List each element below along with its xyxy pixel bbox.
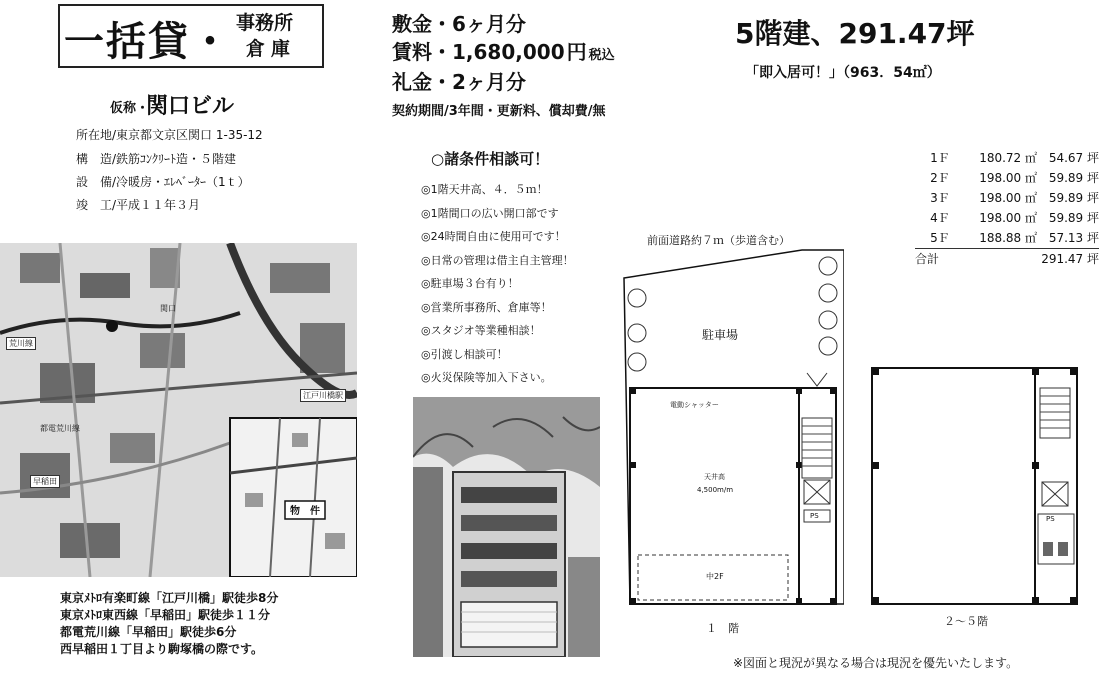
- floor-plan-1f: [622, 248, 844, 608]
- tsubo-cell: 59.89 坪: [1048, 211, 1099, 225]
- table-row: [915, 228, 1099, 248]
- headline-floors-area: 5階建、291.47坪: [735, 17, 975, 50]
- sqm-cell: 198.00 ㎡: [979, 211, 1037, 225]
- floor-cell: 1Ｆ: [930, 151, 950, 165]
- title-sub-office: 事務所: [236, 12, 294, 34]
- condition-item: ◎営業所事務所、倉庫等！: [421, 300, 552, 314]
- sqm-cell: 198.00 ㎡: [979, 191, 1037, 205]
- building-equipment: 設 備/冷暖房・ｴﾚﾍﾞｰﾀｰ（1ｔ）: [76, 175, 250, 189]
- building-name: 関口ビル: [146, 94, 235, 119]
- building-name-label: 仮称・: [110, 101, 150, 116]
- mezzanine-label: 中2F: [706, 572, 724, 581]
- sqm-cell: 188.88 ㎡: [979, 231, 1037, 245]
- access-line: 都電荒川線「早稲田」駅徒歩6分: [60, 625, 237, 639]
- table-total-row: [915, 248, 1099, 269]
- shutter-label: 電動シャッター: [670, 401, 719, 409]
- building-photo: [413, 397, 600, 657]
- condition-item: ◎駐車場３台有り！: [421, 277, 519, 290]
- ceiling-value: 4,500m/m: [697, 486, 734, 494]
- access-line: 東京ﾒﾄﾛ有楽町線「江戸川橋」駅徒歩8分: [60, 591, 279, 605]
- tsubo-cell: 54.67 坪: [1048, 151, 1099, 165]
- contract-terms: 契約期間/3年間・更新料、償却費/無: [392, 104, 606, 119]
- headline-availability: 「即入居可！」（963．54㎡）: [745, 65, 941, 81]
- tsubo-cell: 59.89 坪: [1048, 171, 1099, 185]
- floor-cell: 2Ｆ: [930, 171, 950, 185]
- floor-plan-2-5f: [868, 362, 1080, 607]
- map-graphic: [0, 243, 357, 577]
- conditions-title: ○諸条件相談可！: [431, 150, 550, 168]
- conditions-list: [421, 148, 574, 390]
- tsubo-cell: 57.13 坪: [1048, 231, 1099, 245]
- access-line: 西早稲田１丁目より駒塚橋の際です。: [60, 642, 264, 656]
- condition-item: ◎引渡し相談可！: [421, 347, 508, 361]
- key-money: 礼金・2ヶ月分: [392, 70, 526, 94]
- condition-item: ◎火災保険等加入下さい。: [421, 371, 552, 384]
- floor-plan-2-5f-graphic: [868, 362, 1080, 607]
- map-label-sekiguchi: 関口: [160, 304, 176, 313]
- map-label-bukken: 物 件: [290, 506, 320, 517]
- title-sub-warehouse: 倉庫: [246, 38, 297, 60]
- table-row: [915, 148, 1099, 168]
- condition-item: ◎24時間自由に使用可です！: [421, 230, 566, 243]
- floor-cell: 5Ｆ: [930, 231, 950, 245]
- building-address: 所在地/東京都文京区関口 1-35-12: [76, 128, 263, 142]
- floor-plan-1f-graphic: [622, 248, 844, 608]
- table-row: [915, 188, 1099, 208]
- floor-cell: 4Ｆ: [930, 211, 950, 225]
- table-row: [915, 168, 1099, 188]
- access-info: [60, 590, 278, 658]
- ps-label: PS: [810, 512, 819, 520]
- rent-tax: 税込: [588, 48, 615, 63]
- floor-area-table: [915, 148, 1099, 269]
- deposit: 敷金・6ヶ月分: [392, 12, 526, 36]
- parking-label: 駐車場: [702, 328, 739, 342]
- ps-label-upper: PS: [1046, 515, 1055, 523]
- lease-terms: [392, 8, 615, 119]
- building-structure: 構 造/鉄筋ｺﾝｸﾘｰﾄ造・５階建: [76, 152, 237, 166]
- disclaimer-note: ※図面と現況が異なる場合は現況を優先いたします。: [733, 656, 1019, 670]
- map-label-arakawa: 荒川線: [6, 337, 36, 350]
- map-label-waseda: 早稲田: [30, 475, 60, 488]
- rent-unit: 円: [566, 40, 587, 64]
- map-label-edogawabashi: 江戸川橋駅: [300, 389, 346, 402]
- floor-cell: 3Ｆ: [930, 191, 950, 205]
- map-label-toden: 都電荒川線: [40, 424, 80, 433]
- building-photo-graphic: [413, 397, 600, 657]
- road-label: 前面道路約７ｍ（歩道含む）: [647, 234, 790, 247]
- plan-2-5f-label: ２～５階: [944, 615, 988, 628]
- condition-item: ◎1階天井高、４．５ｍ！: [421, 183, 548, 196]
- title-main: 一括貸・: [64, 19, 232, 65]
- location-map: [0, 243, 357, 577]
- condition-item: ◎日常の管理は借主自主管理！: [421, 253, 574, 267]
- rent-amount: 賃料・1,680,000: [392, 40, 565, 64]
- sqm-cell: 198.00 ㎡: [979, 171, 1037, 185]
- rent: [392, 36, 615, 66]
- condition-item: ◎1階間口の広い開口部です: [421, 206, 559, 220]
- tsubo-cell: 59.89 坪: [1048, 191, 1099, 205]
- access-line: 東京ﾒﾄﾛ東西線「早稲田」駅徒歩１１分: [60, 608, 271, 622]
- map-pin-icon: [106, 320, 118, 332]
- plan-1f-label: １ 階: [706, 622, 739, 635]
- ceiling-label: 天井高: [704, 473, 725, 481]
- total-label: 合計: [915, 252, 940, 266]
- condition-item: ◎スタジオ等業種相談！: [421, 324, 541, 337]
- sqm-cell: 180.72 ㎡: [979, 151, 1037, 165]
- total-value: 291.47 坪: [1041, 252, 1099, 266]
- building-completed: 竣 工/平成１１年３月: [76, 198, 201, 212]
- table-row: [915, 208, 1099, 228]
